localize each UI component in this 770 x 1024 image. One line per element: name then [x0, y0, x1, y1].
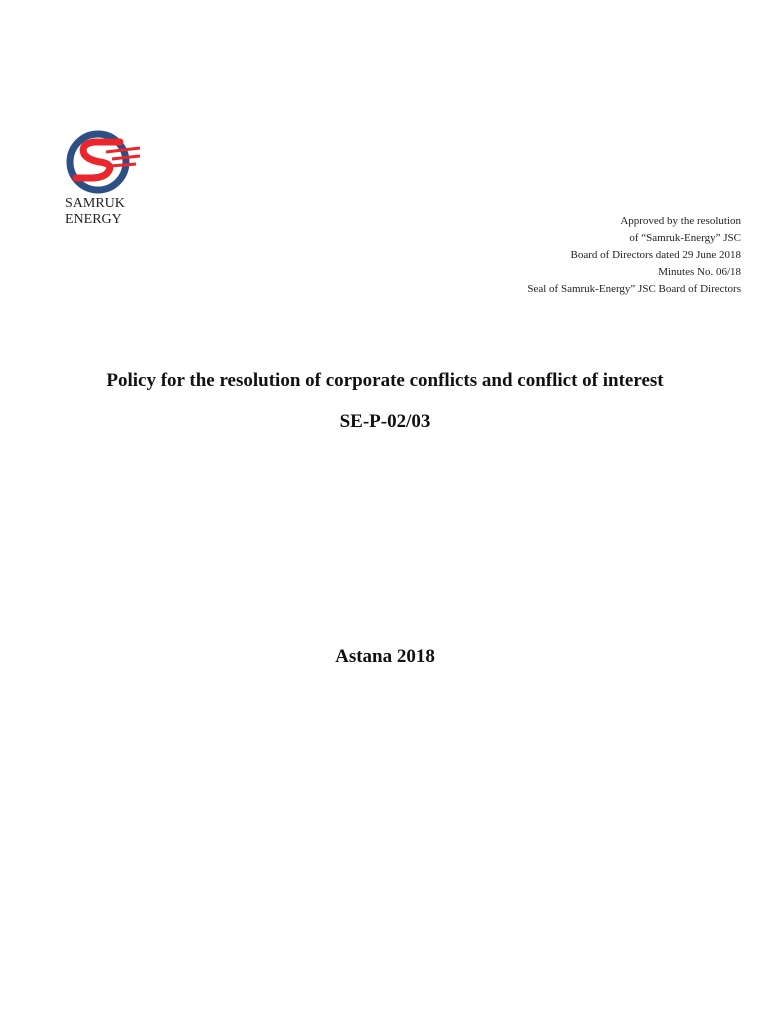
approval-line: Approved by the resolution: [620, 215, 741, 227]
company-name-line2: ENERGY: [65, 212, 122, 227]
approval-block: [527, 213, 741, 298]
approval-line: Seal of Samruk-Energy” JSC Board of Directors: [527, 283, 741, 295]
samruk-energy-logo: [64, 128, 144, 200]
samruk-energy-logo-icon: [64, 128, 144, 200]
company-name-line1: SAMRUK: [65, 196, 125, 211]
document-title: Policy for the resolution of corporate conflicts and conflict of interest: [106, 370, 664, 391]
approval-line: Board of Directors dated 29 June 2018: [570, 249, 741, 261]
approval-line: of “Samruk-Energy” JSC: [629, 232, 741, 244]
approval-line: Minutes No. 06/18: [658, 266, 741, 278]
place-year: Astana 2018: [335, 646, 435, 667]
company-name: [65, 196, 125, 228]
document-code: SE-P-02/03: [339, 411, 431, 432]
